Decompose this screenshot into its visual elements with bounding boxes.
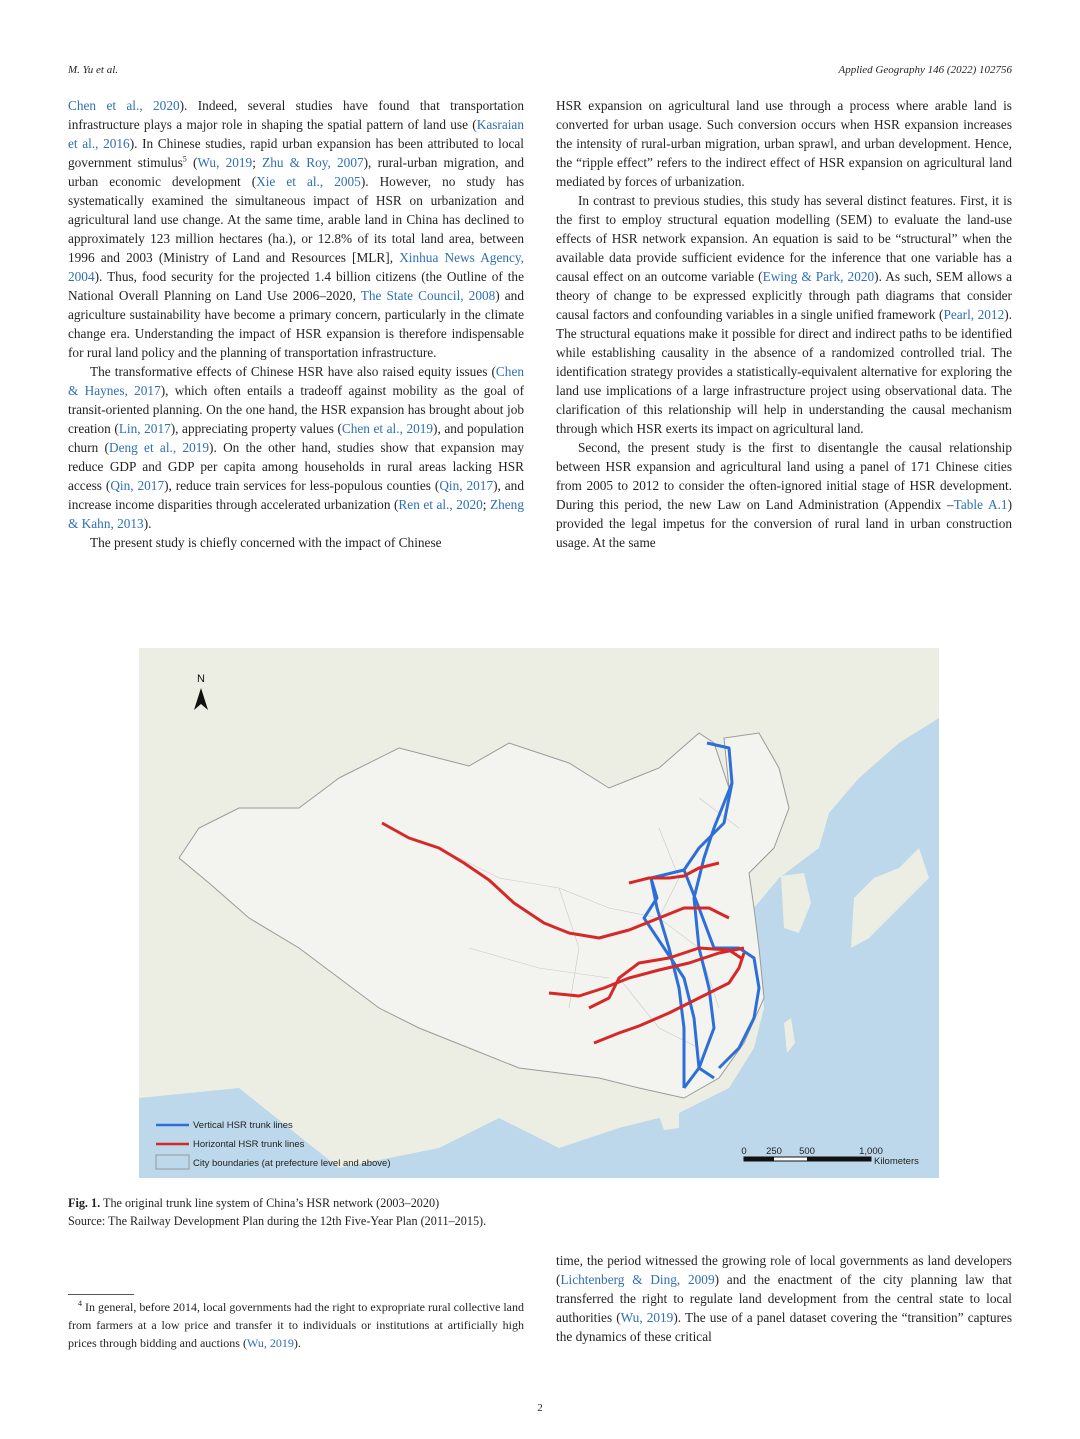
text-run: HSR expansion on agricultural land use through a process where arable land is converted for urban usage. Such conversion occurs when HSR expansion increases the intensity of rural-urban migration, urban sprawl, and urban development. Hence, the “ripple effect” refers to the indirect effect of HSR expansion on agricultural land mediated by forces of urbanization.	[556, 98, 1012, 189]
right-column-continued	[556, 1251, 1012, 1346]
text-run: ), appreciating property values (	[170, 421, 342, 436]
left-column	[68, 96, 524, 552]
page-number: 2	[537, 1402, 543, 1414]
running-header-left: M. Yu et al.	[68, 64, 119, 76]
hsr-map-figure	[139, 648, 939, 1178]
text-run: The transformative effects of Chinese HSR have also raised equity issues (	[90, 364, 496, 379]
citation-link[interactable]: Zheng & Kahn, 2013	[68, 497, 524, 531]
citation-link[interactable]: Xie et al., 2005	[256, 174, 361, 189]
north-label: N	[197, 673, 205, 685]
text-run: ) provided the legal impetus for the conversion of rural land in urban construction usage. At the same	[556, 497, 1012, 550]
text-run: ).	[293, 1336, 301, 1350]
scale-unit: Kilometers	[874, 1156, 919, 1167]
citation-link[interactable]: Lin, 2017	[118, 421, 171, 436]
legend-boundary-label: City boundaries (at prefecture level and above)	[193, 1158, 391, 1169]
text-run: ).	[143, 516, 152, 531]
text-run: ), reduce train services for less-populous counties (	[164, 478, 440, 493]
paragraph	[556, 438, 1012, 552]
citation-link[interactable]: Chen et al., 2020	[68, 98, 180, 113]
scale-tick-1000: 1,000	[859, 1146, 883, 1157]
citation-link[interactable]: Qin, 2017	[110, 478, 165, 493]
text-run: ), rural-urban migration, and urban economic development (	[68, 155, 524, 189]
text-run: ;	[252, 155, 263, 170]
caption-source: Source: The Railway Development Plan during the 12th Five-Year Plan (2011–2015).	[68, 1214, 487, 1228]
footnote-rule	[68, 1294, 134, 1295]
citation-link[interactable]: Xinhua News Agency, 2004	[68, 250, 525, 284]
running-header-right: Applied Geography 146 (2022) 102756	[838, 64, 1012, 76]
legend-vertical-label: Vertical HSR trunk lines	[193, 1120, 293, 1131]
text-run: ). On the other hand, studies show that expansion may reduce GDP and GDP per capita among households in rural areas lacking HSR access (	[68, 440, 524, 493]
text-run: ). In Chinese studies, rapid urban expansion has been attributed to local government stimulus	[68, 136, 525, 170]
citation-link[interactable]: Qin, 2017	[439, 478, 494, 493]
text-run: ) and agriculture sustainability have become a primary concern, particularly in the climate change era. Understanding the impact of HSR expansion is therefore indispensable for rural land policy and the planning of transportation infrastructure.	[68, 288, 524, 360]
citation-link[interactable]: Chen et al., 2019	[341, 421, 434, 436]
text-run: ;	[482, 497, 490, 512]
scale-tick-500: 500	[799, 1146, 815, 1157]
caption-label: Fig. 1.	[68, 1196, 101, 1210]
right-column	[556, 96, 1012, 552]
citation-link[interactable]: Lichtenberg & Ding, 2009	[560, 1272, 715, 1287]
text-run: ), which often entails a tradeoff against mobility as the goal of transit-oriented planning. On the one hand, the HSR expansion has brought about job creation (	[68, 383, 524, 436]
text-run: ). Thus, food security for the projected 1.4 billion citizens (the Outline of the National Overall Planning on Land Use 2006–2020,	[68, 269, 524, 303]
scale-tick-250: 250	[766, 1146, 782, 1157]
citation-link[interactable]: Table A.1	[953, 497, 1008, 512]
text-run: Second, the present study is the first to disentangle the causal relationship between HSR expansion and agricultural land using a panel of 171 Chinese cities from 2005 to 2012 to consider the often-ignored initial stage of HSR development. During this period, the new Law on Land Administration (Appendix –	[556, 440, 1012, 512]
china-map	[139, 648, 939, 1178]
paragraph	[556, 191, 1012, 438]
citation-link[interactable]: Chen & Haynes, 2017	[68, 364, 524, 398]
paragraph	[556, 96, 1012, 191]
legend-horizontal-label: Horizontal HSR trunk lines	[193, 1139, 305, 1150]
superscript: 4	[78, 1299, 82, 1308]
scale-tick-0: 0	[741, 1146, 747, 1157]
citation-link[interactable]: Ren et al., 2020	[398, 497, 483, 512]
text-run: ). As such, SEM allows a theory of change to be expressed explicitly through path diagrams that consider causal factors and confounding variables in a single unified framework (	[556, 269, 1012, 322]
citation-link[interactable]: Ewing & Park, 2020	[762, 269, 875, 284]
text-run: ), and increase income disparities through accelerated urbanization (	[68, 478, 524, 512]
text-run: In general, before 2014, local governments had the right to expropriate rural collective land from farmers at a low price and transfer it to individuals or institutions at artificially high prices through bidding and auctions (	[68, 1300, 524, 1350]
paragraph	[68, 96, 524, 362]
paragraph	[556, 1251, 1012, 1346]
text-run: ) and the enactment of the city planning law that transferred the right to regulate land development from the central state to local authorities (	[556, 1272, 1012, 1325]
paragraph	[68, 362, 524, 533]
text-run: ). The structural equations make it possible for direct and indirect paths to be identified while establishing causality in the absence of a randomized controlled trial. The identification strategy provides a statistically-equivalent alternative for exploring the land use implications of a large infrastructure project using observational data. The clarification of this relationship will help in understanding the causal mechanism through which HSR exerts its impact on agricultural land.	[556, 307, 1012, 436]
figure-caption	[68, 1194, 486, 1230]
citation-link[interactable]: Wu, 2019	[197, 155, 253, 170]
text-run: In contrast to previous studies, this study has several distinct features. First, it is the first to employ structural equation modelling (SEM) to evaluate the land-use effects of HSR network expansion. An equation is said to be “structural” when the available data provide sufficient evidence for the inference that one variable has a causal effect on an outcome variable (	[556, 193, 1012, 284]
text-run: (	[186, 155, 198, 170]
superscript: 5	[182, 154, 187, 164]
citation-link[interactable]: Wu, 2019	[246, 1336, 294, 1350]
paragraph	[68, 533, 524, 552]
citation-link[interactable]: Wu, 2019	[620, 1310, 674, 1325]
citation-link[interactable]: The State Council, 2008	[360, 288, 496, 303]
caption-text: The original trunk line system of China’s HSR network (2003–2020)	[100, 1196, 440, 1210]
text-run: ), and population churn (	[68, 421, 524, 455]
text-run: The present study is chiefly concerned with the impact of Chinese	[90, 535, 442, 550]
footnote	[68, 1298, 524, 1352]
text-run: ). Indeed, several studies have found that transportation infrastructure plays a major role in shaping the spatial pattern of land use (	[68, 98, 524, 132]
citation-link[interactable]: Kasraian et al., 2016	[68, 117, 524, 151]
citation-link[interactable]: Zhu & Roy, 2007	[262, 155, 364, 170]
citation-link[interactable]: Deng et al., 2019	[108, 440, 210, 455]
text-run: time, the period witnessed the growing role of local governments as land developers (	[556, 1253, 1012, 1287]
text-run: ). However, no study has systematically examined the simultaneous impact of HSR on urbanization and agricultural land use change. At the same time, arable land in China has declined to approximately 123 million hectares (ha.), or 12.8% of its total land area, between 1996 and 2003 (Ministry of Land and Resources [MLR],	[68, 174, 524, 265]
text-run: ). The use of a panel dataset covering the “transition” captures the dynamics of these critical	[556, 1310, 1012, 1344]
citation-link[interactable]: Pearl, 2012	[943, 307, 1005, 322]
